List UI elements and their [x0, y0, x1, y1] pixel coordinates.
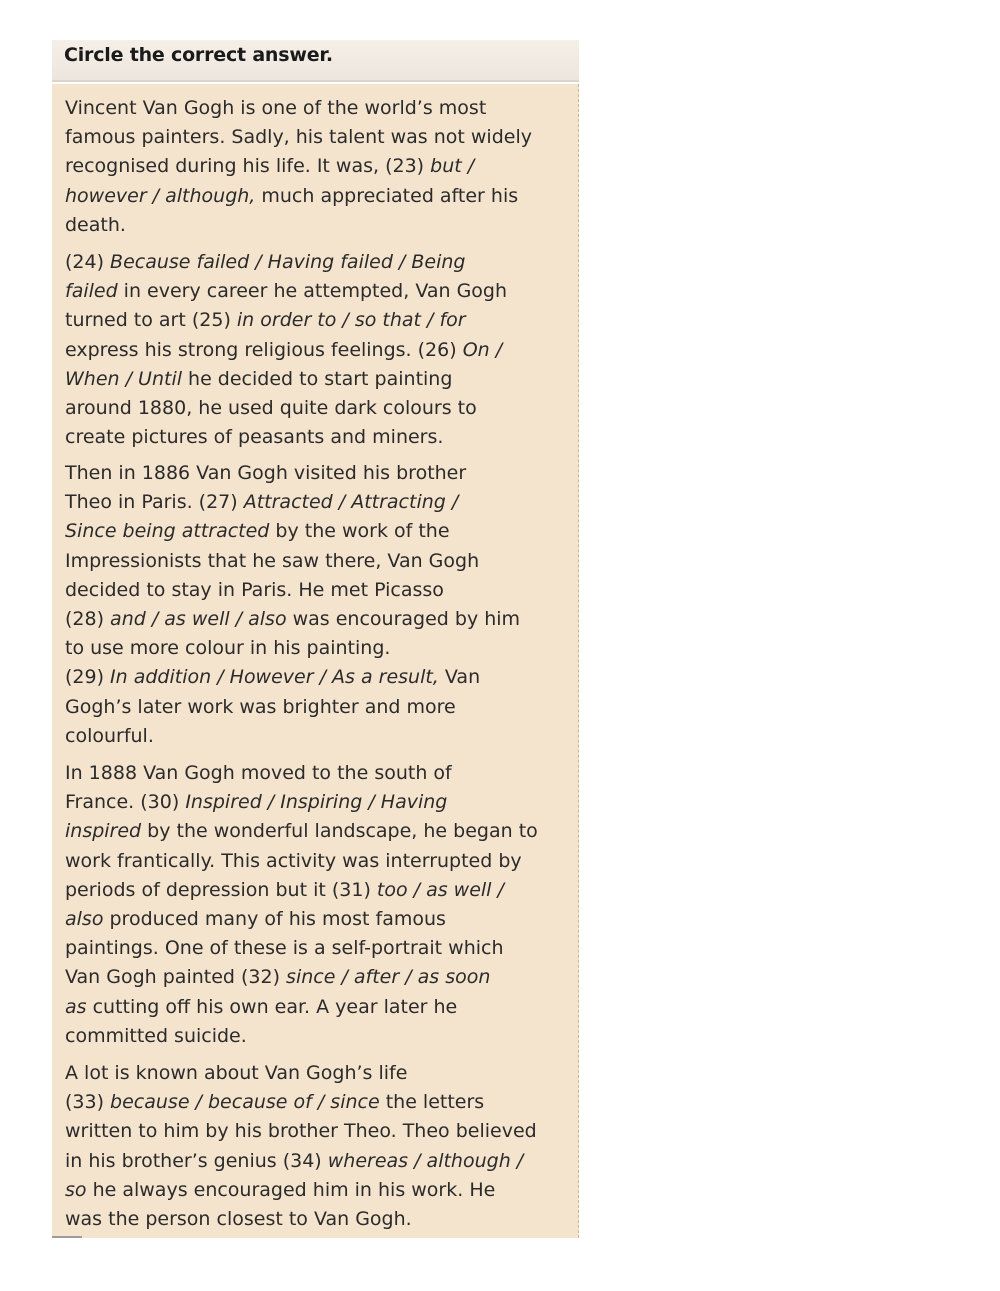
passage-text: A lot is known about Van Gogh’s life [65, 1062, 408, 1084]
passage-text: decided to stay in Paris. He met Picasso [65, 578, 444, 601]
answer-options: so [65, 1178, 87, 1201]
passage-text: create pictures of peasants and miners. [65, 426, 444, 449]
passage-text: Then in 1886 Van Gogh visited his brother [65, 462, 467, 484]
answer-options: Because failed / Having failed / Being [110, 251, 466, 273]
passage-text: famous painters. Sadly, his talent was not widely [65, 126, 532, 149]
passage-text: Impressionists that he saw there, Van Gogh [65, 549, 480, 572]
answer-options: whereas / although / [327, 1149, 524, 1172]
passage-text: in every career he attempted, Van Gogh [117, 280, 508, 303]
passage-text: France. (30) [65, 791, 186, 814]
answer-options: also [65, 908, 104, 931]
passage-text: around 1880, he used quite dark colours to [65, 397, 477, 420]
passage-text: work frantically. This activity was interrupted by [65, 849, 522, 872]
passage-text: Van [438, 666, 481, 689]
answer-options: On / [462, 338, 503, 361]
passage-text: in his brother’s genius (34) [65, 1149, 328, 1172]
passage-text: (29) [65, 666, 111, 689]
paragraph-2 [65, 248, 565, 452]
answer-options: Attracted / Attracting / [243, 491, 459, 514]
passage-text: he always encouraged him in his work. He [86, 1178, 496, 1201]
passage-text: Vincent Van Gogh is one of the world’s most [65, 97, 487, 119]
answer-options: Since being attracted [65, 520, 270, 543]
paragraph-4 [65, 759, 565, 1051]
passage-text: recognised during his life. It was, (23) [65, 155, 431, 178]
answer-options: since / after / as soon [286, 966, 491, 989]
answer-options: too / as well / [376, 878, 504, 901]
answer-options: In addition / However / As a result, [110, 666, 439, 689]
passage-text: (28) [65, 608, 111, 631]
paragraph-1 [65, 94, 565, 240]
paragraph-5 [65, 1059, 565, 1234]
passage-text: (33) [65, 1091, 111, 1114]
passage-text: by the work of the [269, 520, 450, 543]
passage-text: was encouraged by him [286, 608, 521, 631]
passage-text: by the wonderful landscape, he began to [141, 820, 538, 843]
passage-text: Theo in Paris. (27) [65, 491, 244, 514]
passage-text: Van Gogh painted (32) [65, 966, 287, 989]
passage-text: was the person closest to Van Gogh. [65, 1208, 412, 1231]
passage-text: much appreciated after his [255, 184, 519, 207]
instruction-header [52, 40, 579, 82]
answer-options: Inspired / Inspiring / Having [185, 791, 448, 814]
passage-text: the letters [379, 1091, 485, 1114]
passage-text: he decided to start painting [182, 367, 453, 390]
passage-text: produced many of his most famous [103, 908, 446, 931]
answer-options: and / as well / also [110, 608, 287, 631]
answer-options: When / Until [65, 367, 182, 390]
paragraph-3 [65, 459, 565, 751]
passage-text: paintings. One of these is a self-portrait which [65, 937, 504, 960]
passage-text: written to him by his brother Theo. Theo believed [65, 1120, 537, 1143]
passage-text: Gogh’s later work was brighter and more [65, 695, 456, 718]
answer-options: failed [65, 280, 118, 303]
answer-options: as [65, 995, 87, 1018]
page-edge-mark [52, 1236, 82, 1238]
answer-options: in order to / so that / for [236, 309, 466, 332]
passage-text: turned to art (25) [65, 309, 237, 332]
answer-options: but / [430, 155, 475, 178]
passage-text: periods of depression but it (31) [65, 878, 377, 901]
answer-options: inspired [65, 820, 142, 843]
passage-text: In 1888 Van Gogh moved to the south of [65, 762, 452, 784]
answer-options: however / although, [65, 184, 256, 207]
passage-text: death. [65, 213, 126, 236]
passage-text: colourful. [65, 724, 154, 747]
passage-text: to use more colour in his painting. [65, 637, 391, 660]
answer-options: because / because of / since [110, 1091, 380, 1114]
passage-text: committed suicide. [65, 1024, 247, 1047]
passage-text: cutting off his own ear. A year later he [86, 995, 458, 1018]
passage-text: (24) [65, 251, 111, 273]
passage-text: express his strong religious feelings. (26) [65, 338, 463, 361]
reading-passage [52, 84, 579, 1238]
instruction-title: Circle the correct answer. [64, 44, 333, 66]
